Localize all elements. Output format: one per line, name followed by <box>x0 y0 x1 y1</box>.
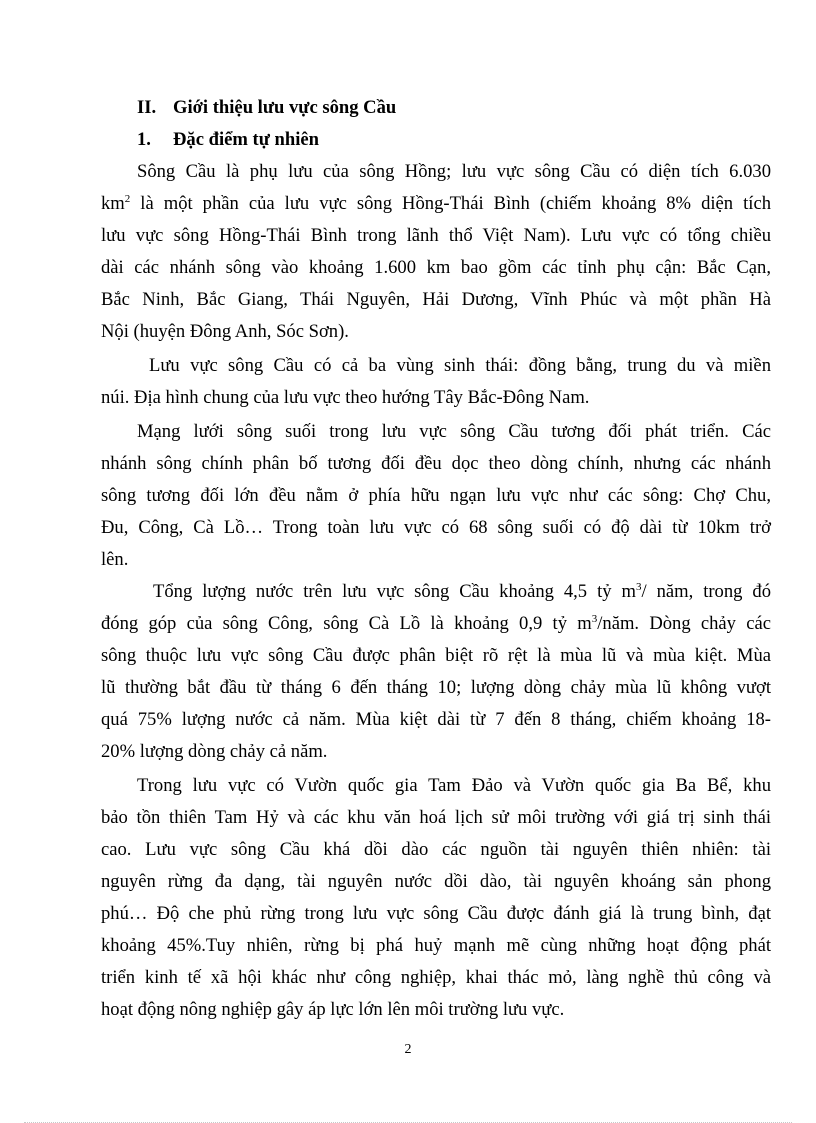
text-line <box>101 612 771 636</box>
paragraph-2-line-1 <box>0 354 816 378</box>
paragraph-5-line-3 <box>0 838 816 862</box>
text-fragment: đóng góp của sông Công, sông Cà Lồ là khoảng 0,9 tỷ m <box>101 613 592 634</box>
text-line: Lưu vực sông Cầu có cả ba vùng sinh thái: đồng bằng, trung du và miền <box>149 355 771 376</box>
paragraph-5-line-4 <box>0 870 816 894</box>
paragraph-3-line-1 <box>0 420 816 444</box>
superscript: 2 <box>124 193 131 205</box>
paragraph-4-line-3 <box>0 644 816 668</box>
paragraph-1-line-4 <box>0 256 816 280</box>
text-line <box>101 192 771 216</box>
section-title: Giới thiệu lưu vực sông Cầu <box>173 97 397 118</box>
paragraph-5-line-8 <box>0 998 816 1022</box>
section-number: II. <box>137 97 157 118</box>
text-line: hoạt động nông nghiệp gây áp lực lớn lên môi trường lưu vực. <box>101 999 565 1020</box>
text-line: nguyên rừng đa dạng, tài nguyên nước dồi dào, tài nguyên khoáng sản phong <box>101 871 771 892</box>
text-line: lũ thường bắt đầu từ tháng 6 đến tháng 10; lượng dòng chảy mùa lũ không vượt <box>101 677 771 698</box>
text-line: sông thuộc lưu vực sông Cầu được phân biệt rõ rệt là mùa lũ và mùa kiệt. Mùa <box>101 645 771 666</box>
text-line: lưu vực sông Hồng-Thái Bình trong lãnh thổ Việt Nam). Lưu vực có tổng chiều <box>101 225 771 246</box>
paragraph-4-line-6 <box>0 740 816 764</box>
paragraph-3-line-3 <box>0 484 816 508</box>
paragraph-1-line-5 <box>0 288 816 312</box>
text-line <box>153 580 771 604</box>
paragraph-3-line-5 <box>0 548 816 572</box>
section-heading <box>0 96 816 120</box>
text-fragment: là một phần của lưu vực sông Hồng-Thái Bình (chiếm khoảng 8% diện tích <box>130 193 771 214</box>
paragraph-5-line-7 <box>0 966 816 990</box>
text-line: quá 75% lượng nước cả năm. Mùa kiệt dài từ 7 đến 8 tháng, chiếm khoảng 18- <box>101 709 771 730</box>
page-number: 2 <box>404 1042 412 1057</box>
paragraph-4-line-4 <box>0 676 816 700</box>
paragraph-4-line-2 <box>0 612 816 636</box>
text-line: bảo tồn thiên Tam Hỷ và các khu văn hoá lịch sử môi trường với giá trị sinh thái <box>101 807 771 828</box>
paragraph-5-line-6 <box>0 934 816 958</box>
paragraph-5-line-2 <box>0 806 816 830</box>
paragraph-3-line-4 <box>0 516 816 540</box>
subsection-title: Đặc điểm tự nhiên <box>173 129 319 150</box>
text-line: lên. <box>101 549 129 570</box>
text-line: phú… Độ che phủ rừng trong lưu vực sông Cầu được đánh giá là trung bình, đạt <box>101 903 771 924</box>
subsection-heading <box>0 128 816 152</box>
text-line: Đu, Công, Cà Lồ… Trong toàn lưu vực có 68 sông suối có độ dài từ 10km trở <box>101 517 771 538</box>
text-fragment: / năm, trong đó <box>641 581 771 602</box>
subsection-number: 1. <box>137 129 151 150</box>
text-line: Bắc Ninh, Bắc Giang, Thái Nguyên, Hải Dương, Vĩnh Phúc và một phần Hà <box>101 289 771 310</box>
text-line: Mạng lưới sông suối trong lưu vực sông Cầu tương đối phát triển. Các <box>137 421 771 442</box>
paragraph-2-line-2 <box>0 386 816 410</box>
paragraph-1-line-6 <box>0 320 816 344</box>
superscript: 3 <box>591 613 598 625</box>
text-line: khoảng 45%.Tuy nhiên, rừng bị phá huỷ mạnh mẽ cùng những hoạt động phát <box>101 935 771 956</box>
paragraph-5-line-5 <box>0 902 816 926</box>
paragraph-1-line-3 <box>0 224 816 248</box>
text-line: sông tương đối lớn đều nằm ở phía hữu ngạn lưu vực như các sông: Chợ Chu, <box>101 485 771 506</box>
paragraph-4-line-5 <box>0 708 816 732</box>
paragraph-3-line-2 <box>0 452 816 476</box>
text-line: nhánh sông chính phân bố tương đối đều dọc theo dòng chính, nhưng các nhánh <box>101 453 771 474</box>
paragraph-4-line-1 <box>0 580 816 604</box>
text-line: Trong lưu vực có Vườn quốc gia Tam Đảo và Vườn quốc gia Ba Bể, khu <box>137 775 771 796</box>
text-fragment: Tổng lượng nước trên lưu vực sông Cầu khoảng 4,5 tỷ m <box>153 581 636 602</box>
text-line: 20% lượng dòng chảy cả năm. <box>101 741 328 762</box>
text-line: Sông Cầu là phụ lưu của sông Hồng; lưu vực sông Cầu có diện tích 6.030 <box>137 161 771 182</box>
text-fragment: km <box>101 193 125 214</box>
text-line: triển kinh tế xã hội khác như công nghiệp, khai thác mỏ, làng nghề thủ công và <box>101 967 771 988</box>
paragraph-1-line-1 <box>0 160 816 184</box>
text-line: dài các nhánh sông vào khoảng 1.600 km bao gồm các tỉnh phụ cận: Bắc Cạn, <box>101 257 771 278</box>
text-line: cao. Lưu vực sông Cầu khá dồi dào các nguồn tài nguyên thiên nhiên: tài <box>101 839 771 860</box>
paragraph-5-line-1 <box>0 774 816 798</box>
superscript: 3 <box>635 581 642 593</box>
text-fragment: /năm. Dòng chảy các <box>597 613 771 634</box>
text-line: núi. Địa hình chung của lưu vực theo hướng Tây Bắc-Đông Nam. <box>101 387 590 408</box>
paragraph-1-line-2 <box>0 192 816 216</box>
text-line: Nội (huyện Đông Anh, Sóc Sơn). <box>101 321 349 342</box>
